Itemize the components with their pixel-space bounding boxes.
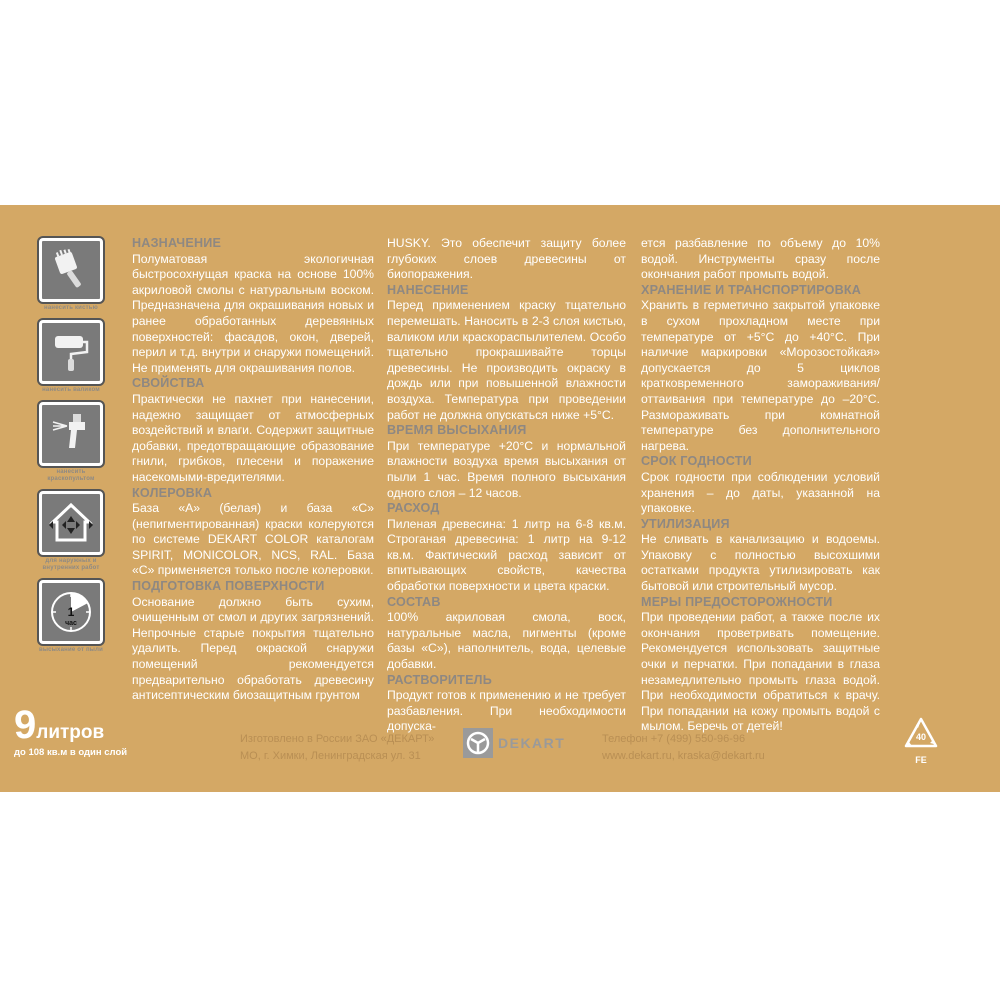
contact-info [602, 731, 765, 765]
icon-caption: нанесить валиком [42, 387, 100, 393]
section-text-disposal: Не сливать в канализацию и водоемы. Упаковку с полностью высохшими остатками продукта утилизировать как бытовой или строительный мусор. [641, 532, 880, 594]
section-title-composition: СОСТАВ [387, 594, 441, 609]
svg-text:час: час [65, 620, 77, 627]
section-text-surface-prep: Основание должно быть сухим, очищенным от смол и других загрязнений. Непрочные старые покрытия тщательно удалить. Перед окраской снаружи помещений рекомендуется предварительно обработать древесину антисептическим биозащитным грунтом [132, 594, 374, 703]
clock-1-hour-icon [39, 580, 103, 644]
section-text-application: Перед применением краску тщательно перемешать. Наносить в 2-3 слоя кистью, валиком или краскораспылителем. Особо тщательно прокрашивайте торцы древесины. Не производить окраску в дождь или при повышенной влажности воздуха. Температура при проведении работ не должна опускаться ниже +5°С. [387, 298, 626, 422]
icon-caption: нанесить краскопультом [47, 469, 95, 482]
section-title-properties: СВОЙСТВА [132, 376, 205, 391]
recycle-material: FE [915, 755, 927, 765]
icon-block-roller [38, 320, 104, 394]
volume-unit: литров [36, 722, 105, 743]
paint-roller-icon [39, 320, 103, 384]
coverage-text: до 108 кв.м в один слой [14, 747, 128, 758]
section-text-composition: 100% акриловая смола, воск, натуральные масла, пигменты (кроме базы «С»), наполнитель, вода, целевые добавки. [387, 610, 626, 672]
website-text: www.dekart.ru, kraska@dekart.ru [602, 750, 765, 762]
section-text-continued: HUSKY. Это обеспечит защиту более глубоких слоев древесины от биопоражения. [387, 236, 626, 282]
section-title-solvent: РАСТВОРИТЕЛЬ [387, 672, 492, 687]
address-text: МО, г. Химки, Ленинградская ул. 31 [240, 750, 421, 762]
section-text-continued: ется разбавление по объему до 10% водой. Инструменты сразу после окончания работ промыть водой. [641, 236, 880, 282]
section-text-purpose: Полуматовая экологичная быстросохнущая краска на основе 100% акриловой смолы с натуральным воском. Предназначена для окрашивания новых и ранее обработанных деревянных поверхностей: фасадов, окон, дверей, перил и т.д. внутри и снаружи помещений. Не применять для окрашивания полов. [132, 251, 374, 375]
manufacturer-info [240, 731, 434, 765]
spray-gun-icon [39, 402, 103, 466]
made-in-text: Изготовлено в России ЗАО «ДЕКАРТ» [240, 733, 435, 745]
section-text-precautions: При проведении работ, а также после их окончания проветривать помещение. Рекомендуется использовать защитные очки и перчатки. При попадании в глаза незамедлительно промыть глаза водой. При необходимости обратиться к врачу. При попадании на кожу промыть водой с мылом. Беречь от детей! [641, 610, 880, 734]
paint-brush-icon [39, 238, 103, 302]
icon-caption: для наружных и внутренних работ [42, 558, 100, 571]
icon-caption: высыхание от пыли [38, 647, 104, 653]
section-text-storage: Хранить в герметично закрытой упаковке в сухом прохладном месте при температуре от +5°С до +40°С. При наличие маркировки «Морозостойкая» допускается до 5 циклов кратковременного замораживания/оттаивания при температуре до –20°С. Размораживать при комнатной температуре без дополнительного нагрева. [641, 298, 880, 453]
section-title-drying-time: ВРЕМЯ ВЫСЫХАНИЯ [387, 423, 527, 438]
icon-block-clock [38, 580, 104, 654]
text-column-1 [132, 236, 374, 704]
icon-block-brush [38, 238, 104, 312]
section-title-precautions: МЕРЫ ПРЕДОСТОРОЖНОСТИ [641, 594, 833, 609]
section-text-drying-time: При температуре +20°С и нормальной влажности воздуха время высыхания от пыли 1 час. Время полного высыхания одного слоя – 12 часов. [387, 438, 626, 500]
section-text-tinting: База «А» (белая) и база «С» (непигментированная) краски колеруются по системе DEKART COLOR каталогам SPIRIT, MONICOLOR, NCS, RAL. База «С» применяется только после колеровки. [132, 501, 374, 578]
dekart-logo [462, 727, 565, 759]
section-text-solvent: Продукт готов к применению и не требует разбавления. При необходимости допуска- [387, 688, 626, 734]
volume-number: 9 [14, 703, 37, 747]
section-text-properties: Практически не пахнет при нанесении, надежно защищает от атмосферных воздействий и влаги. Содержит защитные добавки, предотвращающие образование гнили, грибков, плесени и поражение насекомыми-вредителями. [132, 391, 374, 484]
volume-block [14, 705, 127, 758]
usage-icons [38, 238, 104, 662]
section-title-surface-prep: ПОДГОТОВКА ПОВЕРХНОСТИ [132, 579, 325, 594]
icon-block-spray [38, 402, 104, 483]
icon-caption: нанесить кистью [44, 305, 98, 311]
text-column-2 [387, 236, 626, 735]
section-title-consumption: РАСХОД [387, 501, 440, 516]
section-text-consumption: Пиленая древесина: 1 литр на 6-8 кв.м. Строганая древесина: 1 литр на 9-12 кв.м. Фактический расход зависит от впитывающих свойств, качества обработки поверхности и цвета краски. [387, 516, 626, 594]
icon-block-house [38, 491, 104, 572]
text-column-3 [641, 236, 880, 735]
section-title-application: НАНЕСЕНИЕ [387, 282, 469, 297]
svg-text:1: 1 [67, 605, 75, 619]
section-title-shelf-life: СРОК ГОДНОСТИ [641, 454, 752, 469]
section-title-purpose: НАЗНАЧЕНИЕ [132, 236, 222, 250]
phone-text: Телефон +7 (499) 550-96-96 [602, 733, 746, 745]
dekart-logo-icon [462, 727, 494, 759]
recycle-icon [903, 716, 939, 752]
recycle-code: 40 [915, 732, 927, 742]
section-title-tinting: КОЛЕРОВКА [132, 485, 213, 500]
house-exterior-interior-icon [39, 491, 103, 555]
section-title-disposal: УТИЛИЗАЦИЯ [641, 516, 730, 531]
brand-name: DEKART [498, 735, 566, 751]
recycle-symbol [903, 716, 939, 765]
section-title-storage: ХРАНЕНИЕ И ТРАНСПОРТИРОВКА [641, 282, 862, 297]
section-text-shelf-life: Срок годности при соблюдении условий хранения – до даты, указанной на упаковке. [641, 469, 880, 516]
